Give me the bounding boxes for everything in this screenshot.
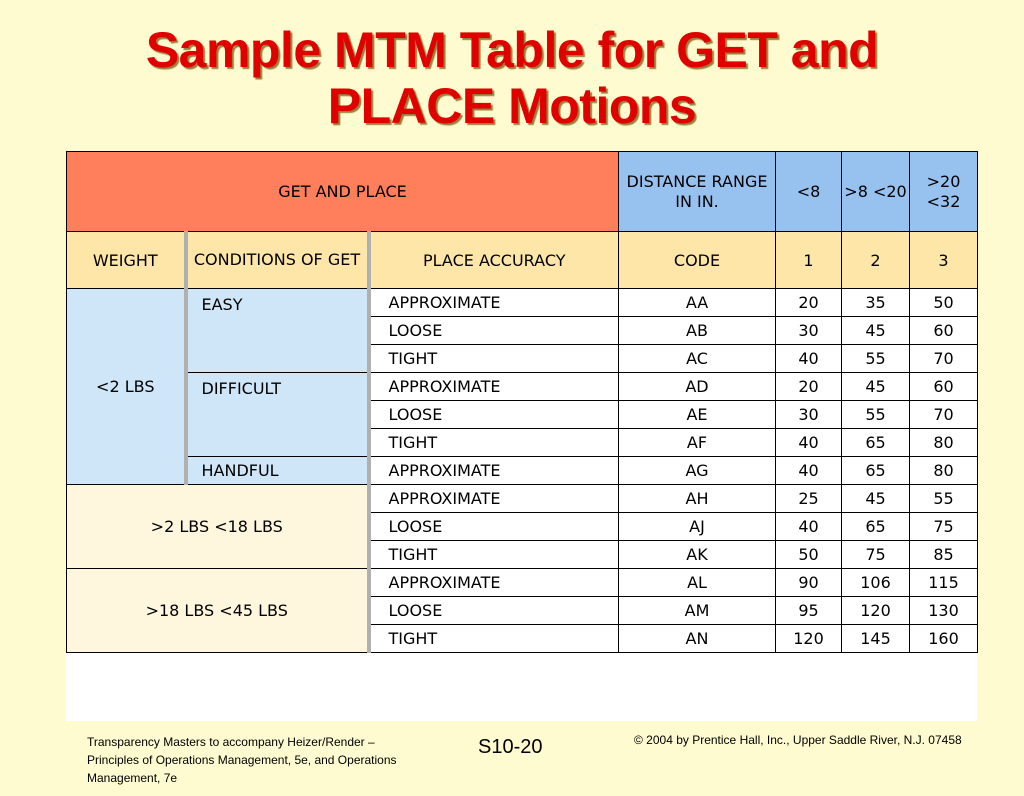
place-accuracy-header: PLACE ACCURACY <box>369 232 619 289</box>
slide-title <box>0 22 1024 134</box>
value-cell: 65 <box>842 513 910 541</box>
mtm-table <box>66 151 978 653</box>
value-cell: 50 <box>776 541 842 569</box>
accuracy-cell: LOOSE <box>369 513 619 541</box>
get-and-place-header: GET AND PLACE <box>67 152 619 232</box>
value-cell: 130 <box>910 597 978 625</box>
accuracy-cell: TIGHT <box>369 625 619 653</box>
code-cell: AB <box>619 317 776 345</box>
mtm-table-panel <box>66 151 977 721</box>
code-cell: AC <box>619 345 776 373</box>
code-cell: AA <box>619 289 776 317</box>
table-row <box>67 485 978 513</box>
value-cell: 45 <box>842 485 910 513</box>
value-cell: 55 <box>842 345 910 373</box>
code-cell: AM <box>619 597 776 625</box>
accuracy-cell: APPROXIMATE <box>369 289 619 317</box>
range1-header: <8 <box>776 152 842 232</box>
table-row <box>67 289 978 317</box>
table-row <box>67 569 978 597</box>
value-cell: 30 <box>776 401 842 429</box>
code-cell: AE <box>619 401 776 429</box>
code-cell: AD <box>619 373 776 401</box>
code-cell: AH <box>619 485 776 513</box>
value-cell: 20 <box>776 289 842 317</box>
table-row <box>67 373 978 401</box>
footer-attribution: Transparency Masters to accompany Heizer/Render – Principles of Operations Management, 5e, and Operations Management, 7e <box>87 735 397 785</box>
accuracy-cell: LOOSE <box>369 401 619 429</box>
value-cell: 55 <box>910 485 978 513</box>
weight-cell: >18 LBS <45 LBS <box>67 569 369 653</box>
value-cell: 60 <box>910 317 978 345</box>
range2-header: >8 <20 <box>842 152 910 232</box>
value-cell: 40 <box>776 345 842 373</box>
value-cell: 90 <box>776 569 842 597</box>
col2-header: 2 <box>842 232 910 289</box>
conditions-header: CONDITIONS OF GET <box>186 232 369 289</box>
value-cell: 75 <box>842 541 910 569</box>
value-cell: 45 <box>842 373 910 401</box>
value-cell: 160 <box>910 625 978 653</box>
weight-header: WEIGHT <box>67 232 186 289</box>
value-cell: 55 <box>842 401 910 429</box>
value-cell: 40 <box>776 513 842 541</box>
value-cell: 70 <box>910 401 978 429</box>
value-cell: 80 <box>910 457 978 485</box>
value-cell: 106 <box>842 569 910 597</box>
condition-cell: DIFFICULT <box>186 373 369 457</box>
code-header: CODE <box>619 232 776 289</box>
accuracy-cell: APPROXIMATE <box>369 457 619 485</box>
value-cell: 65 <box>842 429 910 457</box>
value-cell: 60 <box>910 373 978 401</box>
accuracy-cell: TIGHT <box>369 429 619 457</box>
accuracy-cell: APPROXIMATE <box>369 373 619 401</box>
accuracy-cell: APPROXIMATE <box>369 485 619 513</box>
value-cell: 95 <box>776 597 842 625</box>
value-cell: 145 <box>842 625 910 653</box>
value-cell: 115 <box>910 569 978 597</box>
col3-header: 3 <box>910 232 978 289</box>
table-row <box>67 457 978 485</box>
condition-cell: EASY <box>186 289 369 373</box>
weight-cell: <2 LBS <box>67 289 186 485</box>
value-cell: 30 <box>776 317 842 345</box>
value-cell: 120 <box>842 597 910 625</box>
slide-number: S10-20 <box>478 736 543 758</box>
value-cell: 120 <box>776 625 842 653</box>
value-cell: 70 <box>910 345 978 373</box>
range3-header: >20 <32 <box>910 152 978 232</box>
code-cell: AK <box>619 541 776 569</box>
weight-cell: >2 LBS <18 LBS <box>67 485 369 569</box>
accuracy-cell: LOOSE <box>369 317 619 345</box>
value-cell: 50 <box>910 289 978 317</box>
accuracy-cell: TIGHT <box>369 541 619 569</box>
value-cell: 45 <box>842 317 910 345</box>
value-cell: 85 <box>910 541 978 569</box>
code-cell: AJ <box>619 513 776 541</box>
code-cell: AF <box>619 429 776 457</box>
value-cell: 65 <box>842 457 910 485</box>
value-cell: 35 <box>842 289 910 317</box>
condition-cell: HANDFUL <box>186 457 369 485</box>
value-cell: 25 <box>776 485 842 513</box>
accuracy-cell: TIGHT <box>369 345 619 373</box>
accuracy-cell: APPROXIMATE <box>369 569 619 597</box>
col1-header: 1 <box>776 232 842 289</box>
title-line-1: Sample MTM Table for GET and <box>145 22 879 78</box>
distance-range-header: DISTANCE RANGE IN IN. <box>619 152 776 232</box>
code-cell: AN <box>619 625 776 653</box>
code-cell: AG <box>619 457 776 485</box>
value-cell: 20 <box>776 373 842 401</box>
value-cell: 40 <box>776 457 842 485</box>
accuracy-cell: LOOSE <box>369 597 619 625</box>
value-cell: 80 <box>910 429 978 457</box>
value-cell: 75 <box>910 513 978 541</box>
title-line-2: PLACE Motions <box>327 78 697 134</box>
code-cell: AL <box>619 569 776 597</box>
value-cell: 40 <box>776 429 842 457</box>
footer-copyright: © 2004 by Prentice Hall, Inc., Upper Saddle River, N.J. 07458 <box>634 733 962 747</box>
